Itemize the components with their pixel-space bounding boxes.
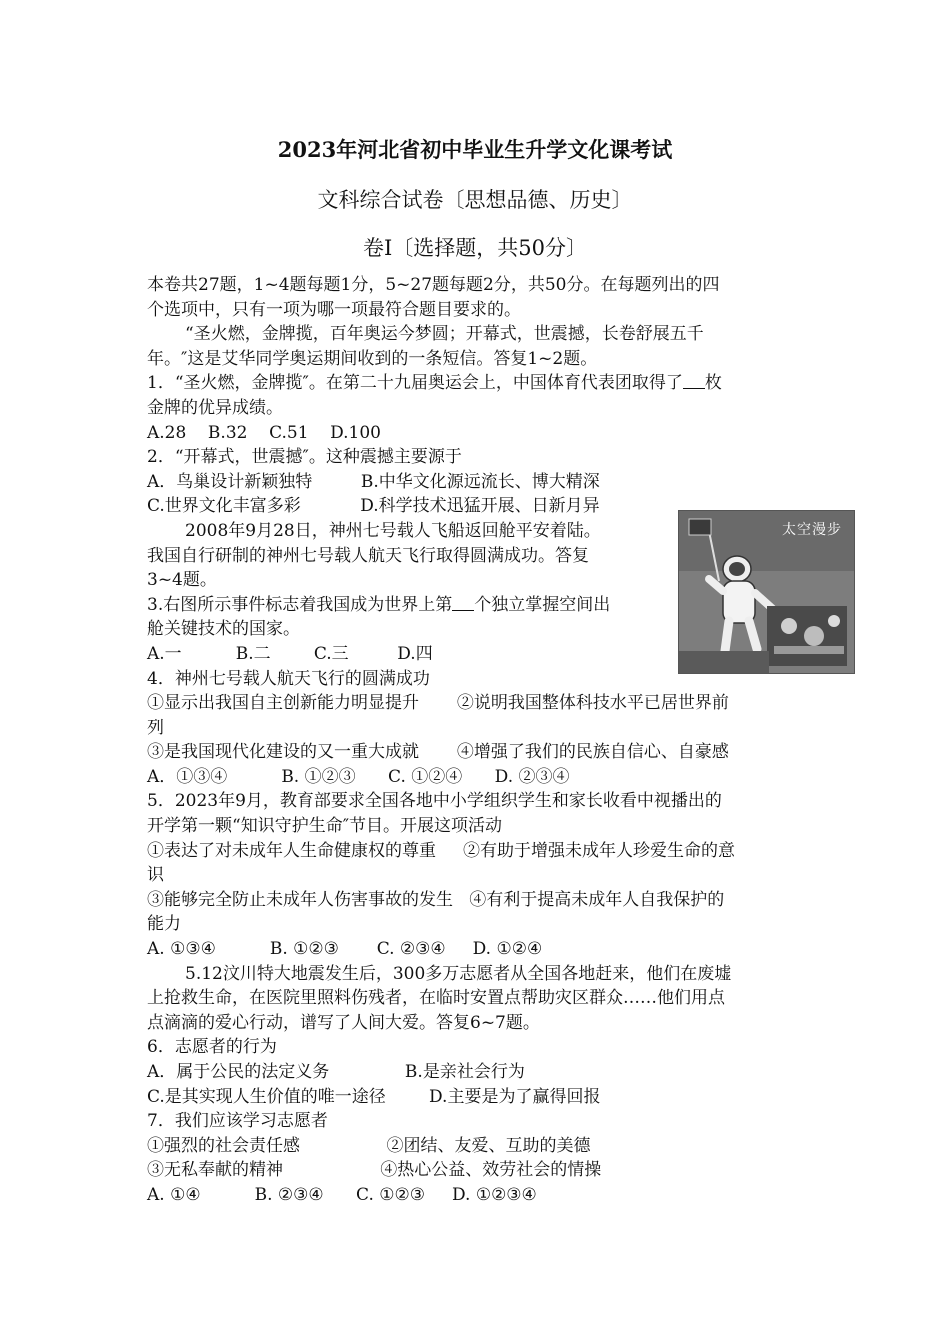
options-line: A．①③④ B. ①②③ C. ①②④ D. ②③④ — [147, 766, 570, 787]
text-line: 我国自行研制的神州七号载人航天飞行取得圆满成功。答复 — [147, 545, 589, 566]
astronaut-spacewalk-image — [678, 510, 855, 674]
options-line: A．属于公民的法定义务 B.是亲社会行为 — [147, 1062, 525, 1082]
options-line: ①显示出我国自主创新能力明显提升 ②说明我国整体科技水平已居世界前 — [147, 693, 729, 714]
options-line: ③是我国现代化建设的又一重大成就 ④增强了我们的民族自信心、自豪感 — [147, 742, 729, 763]
answer-blank — [683, 374, 705, 389]
options-line: A．鸟巢设计新颖独特 B.中华文化源远流长、博大精深 — [147, 471, 600, 492]
exam-title: 2023年河北省初中毕业生升学文化课考试 — [277, 137, 673, 162]
question-4: 4．神州七号载人航天飞行的圆满成功 — [147, 668, 430, 689]
text-line: 本卷共27题，1~4题每题1分，5~27题每题2分，共50分。在每题列出的四 — [147, 275, 720, 295]
options-line: A.一 B.二 C.三 D.四 — [147, 643, 433, 664]
question-6: 6．志愿者的行为 — [147, 1037, 277, 1058]
question-2: 2．“开幕式，世震撼″。这种震撼主要源于 — [147, 447, 462, 468]
text-line: “圣火燃，金牌揽，百年奥运今梦圆；开幕式，世震撼，长卷舒展五千 — [185, 324, 704, 345]
answer-blank — [452, 596, 474, 611]
text-line: 上抢救生命，在医院里照料伤残者，在临时安置点帮助灾区群众……他们用点 — [147, 988, 725, 1009]
text-line: 3~4题。 — [147, 570, 217, 591]
exam-subtitle: 文科综合试卷〔思想品德、历史〕 — [317, 188, 633, 212]
text-line: 点滴滴的爱心行动，谱写了人间大爱。答复6~7题。 — [147, 1012, 540, 1033]
photo-caption: 太空漫步 — [782, 522, 842, 538]
text-line: 5.12汶川特大地震发生后，300多万志愿者从全国各地赶来，他们在废墟 — [185, 963, 732, 984]
text-fragment: 枚 — [704, 373, 722, 394]
exam-part: 卷I〔选择题，共50分〕 — [362, 236, 588, 260]
text-fragment: 1．“圣火燃，金牌揽″。在第二十九届奥运会上，中国体育代表团取得了 — [147, 373, 683, 394]
exam-body — [147, 273, 809, 1208]
text-line: 年。″这是艾华同学奥运期间收到的一条短信。答复1~2题。 — [147, 348, 598, 369]
question-5: 5．2023年9月，教育部要求全国各地中小学组织学生和家长收看中视播出的 — [147, 791, 722, 812]
options-line: ①表达了对未成年人生命健康权的尊重 ②有助于增强未成年人珍爱生命的意 — [147, 840, 736, 861]
options-line: A. ①③④ B. ①②③ C. ②③④ D. ①②④ — [147, 939, 543, 960]
question-7: 7．我们应该学习志愿者 — [147, 1111, 328, 1132]
options-line: ③能够完全防止未成年人伤害事故的发生 ④有利于提高未成年人自我保护的 — [147, 889, 725, 910]
text-line: 开学第一颗“知识守护生命″节目。开展这项活动 — [147, 816, 503, 837]
options-line: C.世界文化丰富多彩 D.科学技术迅猛开展、日新月异 — [147, 496, 600, 517]
question-1 — [147, 371, 809, 396]
text-line: 识 — [147, 865, 164, 886]
text-line: 个选项中，只有一项为哪一项最符合题目要求的。 — [147, 299, 521, 320]
text-line: 2008年9月28日，神州七号载人飞船返回舱平安着陆。 — [185, 520, 601, 541]
text-fragment: 个独立掌握空间出 — [474, 594, 611, 615]
options-line: A.28 B.32 C.51 D.100 — [147, 422, 381, 443]
text-line: 能力 — [147, 914, 181, 935]
text-line: 舱关键技术的国家。 — [147, 619, 300, 640]
text-line: 金牌的优异成绩。 — [147, 397, 283, 418]
text-line: 列 — [147, 717, 164, 738]
text-fragment: 3.右图所示事件标志着我国成为世界上第 — [147, 594, 453, 615]
options-line: C.是其实现人生价值的唯一途径 D.主要是为了赢得回报 — [147, 1086, 601, 1107]
options-line: ③无私奉献的精神 ④热心公益、效劳社会的情操 — [147, 1160, 602, 1181]
options-line: A. ①④ B. ②③④ C. ①②③ D. ①②③④ — [147, 1184, 537, 1205]
options-line: ①强烈的社会责任感 ②团结、友爱、互助的美德 — [147, 1135, 591, 1156]
